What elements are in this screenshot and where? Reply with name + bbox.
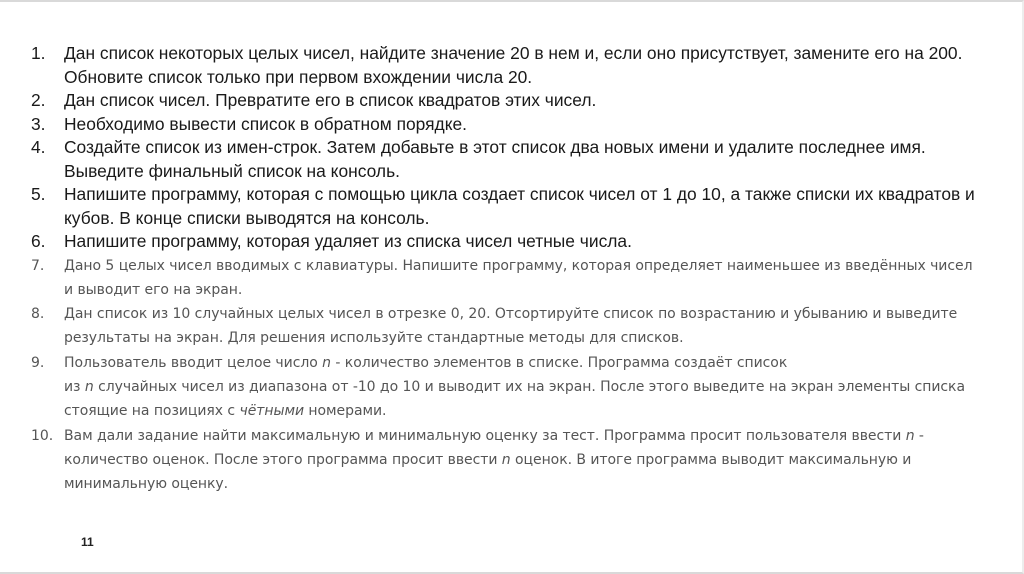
- task-text-part: оценок. В итоге программа выводит максимальную и минимальную оценку.: [64, 451, 912, 493]
- task-text-part: номерами.: [304, 403, 387, 420]
- task-item-10: [31, 424, 981, 497]
- task-item-2: [31, 89, 981, 113]
- task-text-part: - количество элементов в списке. Программа создаёт список: [330, 354, 788, 371]
- task-item-9: [31, 351, 981, 424]
- task-text: Дано 5 целых чисел вводимых с клавиатуры. Напишите программу, которая определяет наименьшее из введённых чисел и выводит его на экран.: [64, 257, 973, 298]
- variable-n: n: [905, 427, 915, 444]
- emphasis-even: чётными: [239, 403, 305, 420]
- task-text: Напишите программу, которая удаляет из списка чисел четные числа.: [64, 231, 632, 251]
- task-item-5: [31, 183, 981, 230]
- variable-n: n: [322, 354, 331, 371]
- task-item-4: [31, 136, 981, 183]
- task-text: Напишите программу, которая с помощью цикла создает список чисел от 1 до 10, а также списки их квадратов и кубов. В конце списки выводятся на консоль.: [64, 184, 975, 228]
- task-list: [31, 42, 981, 496]
- task-number: 6.: [31, 231, 46, 251]
- task-number: 2.: [31, 90, 46, 110]
- task-number: 10.: [31, 427, 54, 444]
- task-number: 5.: [31, 184, 46, 204]
- task-number: 8.: [31, 306, 45, 323]
- task-text: Дан список чисел. Превратите его в список квадратов этих чисел.: [64, 90, 597, 110]
- task-number: 1.: [31, 43, 46, 63]
- task-item-7: [31, 254, 981, 303]
- task-text-part: случайных чисел из диапазона от -10 до 10 и выводит их на экран. После этого выведите на экран элементы списка стоящие на позициях с: [64, 378, 965, 420]
- page-number: 11: [81, 535, 94, 549]
- task-item-3: [31, 113, 981, 137]
- task-text: Создайте список из имен-строк. Затем добавьте в этот список два новых имени и удалите последнее имя. Выведите финальный список на консоль.: [64, 137, 926, 181]
- task-text-part: - количество оценок. После этого программа просит ввести: [64, 427, 924, 468]
- task-text-part: из: [64, 378, 85, 395]
- task-text: Дан список из 10 случайных целых чисел в отрезке 0, 20. Отсортируйте список по возрастанию и убыванию и выведите результаты на экран. Для решения используйте стандартные методы для списков.: [64, 306, 958, 347]
- variable-n: n: [84, 378, 94, 395]
- task-number: 4.: [31, 137, 46, 157]
- task-number: 7.: [31, 257, 45, 274]
- task-item-8: [31, 302, 981, 351]
- task-text: Необходимо вывести список в обратном порядке.: [64, 113, 468, 134]
- task-number: 3.: [31, 113, 46, 134]
- task-text-part: Вам дали задание найти максимальную и минимальную оценку за тест. Программа просит пользователя ввести: [64, 427, 906, 444]
- task-item-1: [31, 42, 981, 89]
- task-item-6: [31, 230, 981, 254]
- variable-n: n: [501, 451, 511, 468]
- task-number: 9.: [31, 354, 45, 371]
- task-text-part: Пользователь вводит целое число: [64, 354, 323, 371]
- slide-content: [31, 42, 981, 496]
- task-text: Дан список некоторых целых чисел, найдите значение 20 в нем и, если оно присутствует, замените его на 200. Обновите список только при первом вхождении числа 20.: [64, 43, 963, 87]
